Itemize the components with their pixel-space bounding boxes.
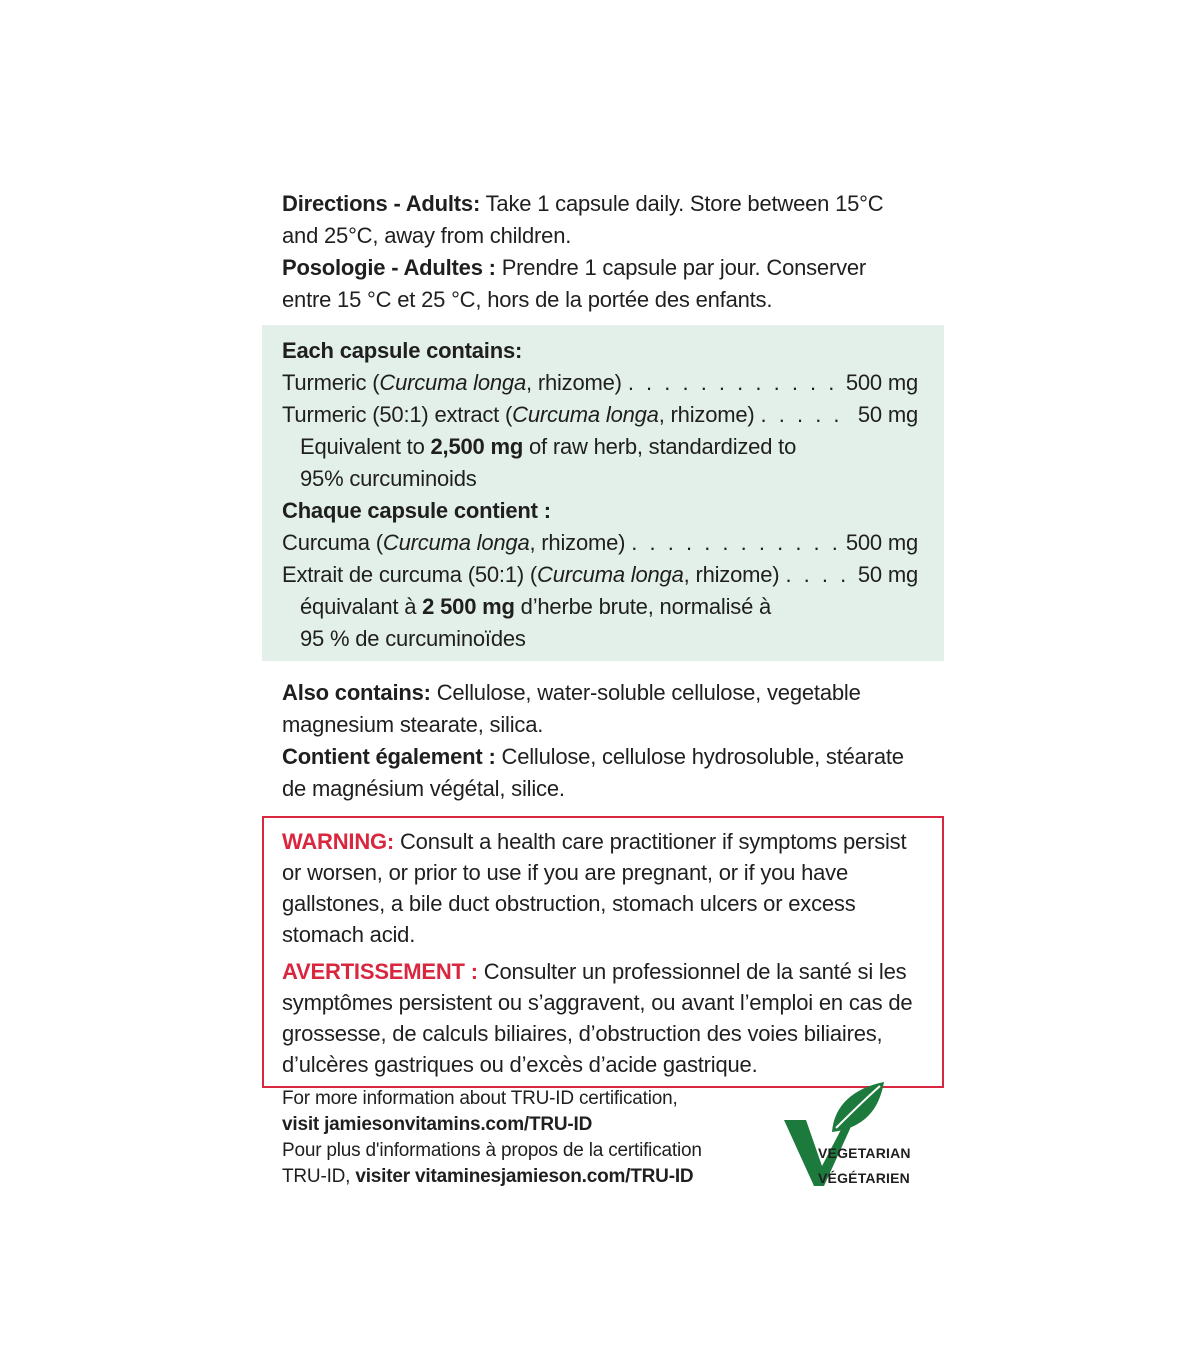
ingredient-amount: 500 mg (845, 530, 918, 555)
directions-fr-text: Prendre 1 capsule par jour. Conserver (501, 255, 867, 280)
leader-dots (631, 527, 838, 559)
leader-dots (628, 367, 838, 399)
directions-en-lead: Directions - Adults: (282, 191, 481, 216)
ingredient-row (282, 527, 918, 559)
directions-section (262, 188, 944, 316)
warning-en (282, 826, 928, 950)
warning-fr (282, 956, 928, 1080)
ingredients-heading-en: Each capsule contains: (282, 338, 523, 363)
directions-fr-lead: Posologie - Adultes : (282, 255, 496, 280)
ingredients-heading-fr: Chaque capsule contient : (282, 498, 551, 523)
vegetarian-label-en: VEGETARIAN (818, 1145, 911, 1161)
also-contains-fr: Contient également : Cellulose, cellulose hydrosoluble, stéarate de magnésium végétal, silice. (282, 744, 904, 801)
also-contains-section (262, 677, 944, 805)
directions-fr-text-2: entre 15 °C et 25 °C, hors de la portée des enfants. (282, 287, 773, 312)
ingredient-name: Curcuma (Curcuma longa, rhizome) (282, 530, 626, 555)
vegetarian-label-fr: VÉGÉTARIEN (818, 1170, 910, 1186)
directions-en (282, 188, 944, 252)
ingredient-amount: 50 mg (857, 562, 918, 587)
ingredient-name: Turmeric (50:1) extract (Curcuma longa, rhizome) (282, 402, 755, 427)
also-contains-en: Also contains: Cellulose, water-soluble cellulose, vegetable magnesium stearate, silica. (282, 680, 861, 737)
footer-en-link[interactable]: visit jamiesonvitamins.com/TRU-ID (282, 1114, 593, 1135)
ingredient-name: Extrait de curcuma (50:1) (Curcuma longa, rhizome) (282, 562, 780, 587)
warning-en-text: Consult a health care practitioner if symptoms persist or worsen, or prior to use if you are pregnant, or if you have gallstones, a bile duct obstruction, stomach ulcers or excess stomach acid. (282, 829, 907, 947)
vegetarian-badge (784, 1080, 934, 1190)
directions-fr (282, 252, 944, 316)
warning-box (262, 816, 944, 1088)
warning-fr-lead: AVERTISSEMENT : (282, 959, 478, 984)
leader-dots (761, 399, 850, 431)
footer-fr-link[interactable]: visiter vitaminesjamieson.com/TRU-ID (355, 1166, 694, 1187)
tru-id-footer (282, 1086, 762, 1190)
leader-dots (785, 559, 849, 591)
footer-fr-line1: Pour plus d'informations à propos de la certification (282, 1140, 702, 1161)
ingredient-name: Turmeric (Curcuma longa, rhizome) (282, 370, 622, 395)
ingredient-row (282, 367, 918, 399)
ingredient-row (282, 559, 918, 591)
supplement-label (262, 188, 944, 1088)
directions-en-text: Take 1 capsule daily. Store between 15°C (485, 191, 884, 216)
warning-fr-text: Consulter un professionnel de la santé si les symptômes persistent ou s’aggravent, ou avant l’emploi en cas de grossesse, de calculs biliaires, d’obstruction des voies biliaires, d’ulcères gastriques ou d’excès d’acide gastrique. (282, 959, 913, 1077)
directions-en-text-2: and 25°C, away from children. (282, 223, 572, 248)
warning-en-lead: WARNING: (282, 829, 395, 854)
ingredient-note-en: Equivalent to 2,500 mg of raw herb, standardized to 95% curcuminoids (300, 434, 797, 491)
ingredient-amount: 50 mg (857, 402, 918, 427)
ingredient-note-fr: équivalant à 2 500 mg d’herbe brute, normalisé à 95 % de curcuminoïdes (300, 594, 772, 651)
footer-en-line1: For more information about TRU-ID certification, (282, 1088, 678, 1109)
ingredients-panel (262, 325, 944, 661)
ingredient-amount: 500 mg (845, 370, 918, 395)
ingredient-row (282, 399, 918, 431)
footer-fr-line2: TRU-ID, visiter vitaminesjamieson.com/TRU-ID (282, 1166, 694, 1187)
